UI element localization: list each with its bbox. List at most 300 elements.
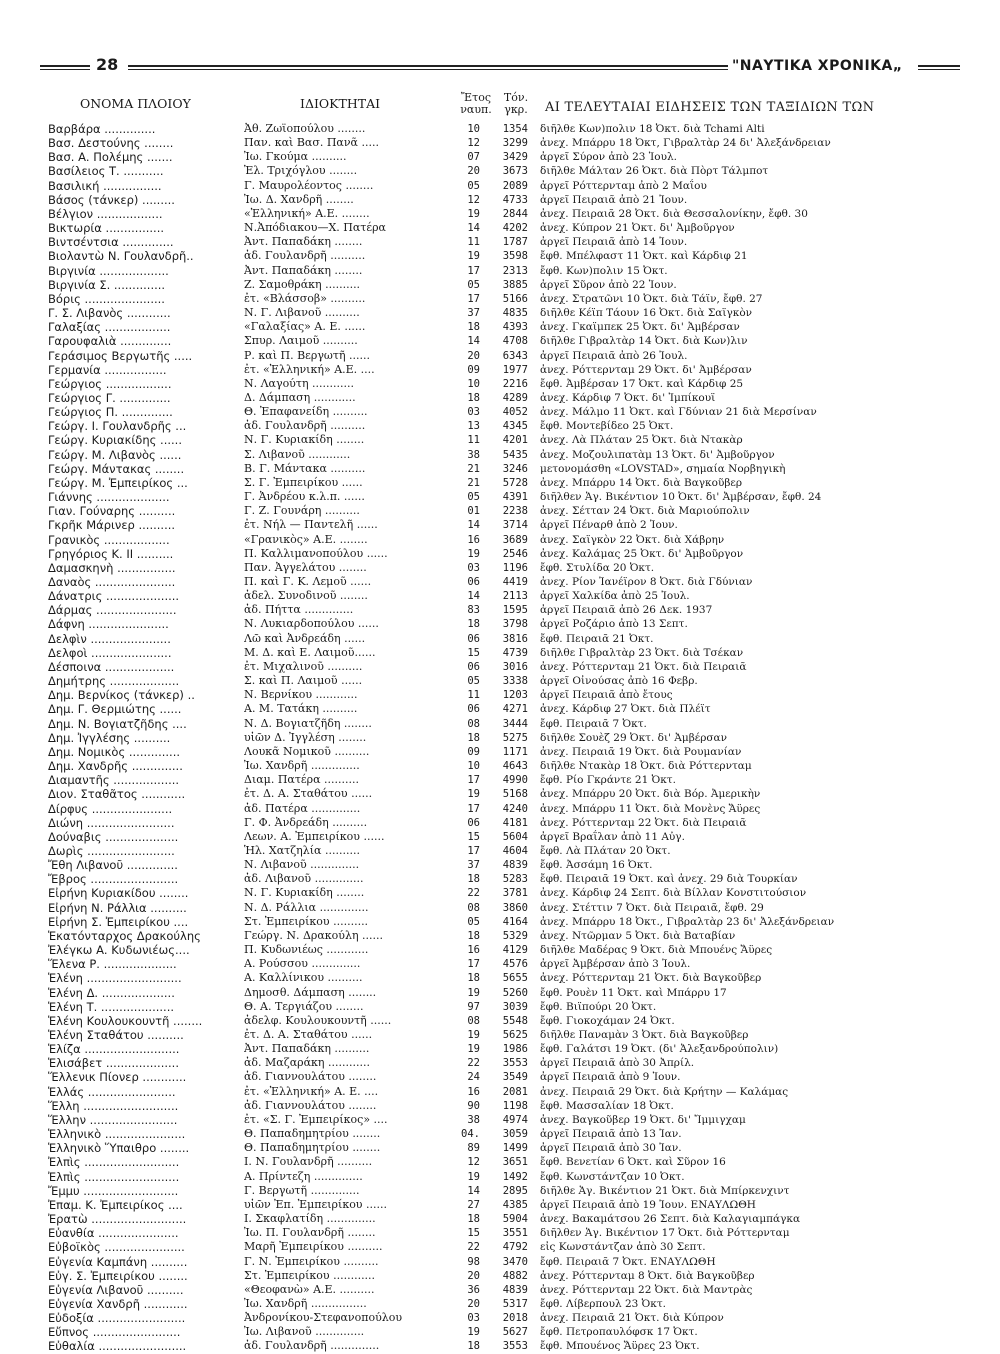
ship-tonnage: 4202 [502, 222, 528, 235]
ship-news: ἀργεῖ Πειραιᾶ ἀπὸ 19 Ἰουν. ΕΝΑΥΛΩΘΗ [540, 1198, 756, 1211]
ship-name: Γιάννης .................... [48, 490, 170, 505]
ship-year: 16 [467, 944, 480, 957]
ship-year: 19 [467, 1326, 480, 1339]
column-header-tons-line2: γκρ. [504, 103, 528, 116]
ship-news: ἔφθ. Γαλάτσι 19 Ὀκτ. (δι' Ἀλεξανδρούπολιν) [540, 1043, 779, 1056]
ship-owner: «Ἑλληνική» Α.Ε. ........ [244, 206, 370, 220]
ship-owner: ἀδ. Γιαννουλάτου ........ [244, 1098, 377, 1112]
ship-name: Εἰρήνη Ν. Ράλλια .......... [48, 900, 187, 915]
ship-tonnage: 5283 [502, 873, 528, 886]
ship-news: ἀργεῖ Οἰνούσας ἀπὸ 16 Φεβρ. [540, 675, 698, 688]
ship-name: Ἑλένη Σταθάτου .......... [48, 1028, 184, 1042]
ship-tonnage: 4164 [502, 915, 528, 928]
ship-owner: Γ. Ζ. Γουνάρη .......... [244, 504, 360, 518]
ship-year: 20 [467, 1297, 480, 1310]
ship-year: 08 [467, 717, 480, 730]
ship-news: ἀργεῖ Σῦρον ἀπὸ 22 Ἰουν. [540, 278, 677, 291]
ship-tonnage: 3299 [502, 137, 528, 150]
ship-owner: Α. Μ. Τατάκη .......... [244, 702, 358, 716]
ship-name: Ἑλένη .......................... [48, 971, 182, 986]
page-number: 28 [96, 55, 119, 74]
table-row [48, 533, 968, 547]
ship-owner: Π. Καλλιμανοπούλου ...... [244, 546, 388, 560]
ship-name: Ἑλένη Δ. .................... [48, 985, 175, 1000]
ship-news: ἀνεχ. Ρόττερνταμ 21 Ὀκτ. διὰ Βαγκοῦβερ [540, 972, 762, 985]
ship-owner: Δημοσθ. Δάμπαση ........ [244, 985, 377, 999]
ship-name: Βιντσέντσια .............. [48, 235, 174, 250]
ship-name: Βασιλική ................ [48, 178, 162, 193]
table-row [48, 1070, 968, 1084]
ship-tonnage: 4739 [502, 646, 528, 659]
ship-year: 11 [467, 236, 480, 249]
table-row [48, 547, 968, 561]
ship-news: ἀνεχ. Βακαμάτσου 26 Σεπτ. διὰ Καλαγιαμπάγκα [540, 1213, 801, 1226]
table-row [48, 617, 968, 631]
ship-year: 19 [467, 547, 480, 560]
ship-owner: ἐτ. «Βλάσσοβ» .......... [244, 291, 366, 305]
table-row [48, 731, 968, 745]
ship-owner: Θ. Παπαδημητρίου ........ [244, 1127, 381, 1141]
ship-news: ἀνεχ. Καλάμας 25 Ὀκτ. δι' Ἀμβοῦργον [540, 547, 744, 560]
ship-tonnage: 4604 [502, 844, 528, 857]
table-row [48, 164, 968, 178]
ship-tonnage: 3059 [502, 1128, 528, 1141]
ship-owner: Σ. Λιβανοῦ ............ [244, 447, 351, 461]
ship-news: ἀνεχ. Ρόττερνταμ 21 Ὀκτ. διὰ Πειραιᾶ [540, 660, 747, 673]
ship-name: Ἕλλη .......................... [48, 1098, 179, 1113]
ship-year: 09 [467, 745, 480, 758]
table-row [48, 1014, 968, 1028]
ship-name: Γεράσιμος Βεργωτῆς ..... [48, 348, 193, 363]
ship-owner: Μαρῆ Ἐμπειρίκου .......... [244, 1240, 383, 1254]
ship-year: 17 [467, 264, 480, 277]
ship-tonnage: 2081 [502, 1085, 528, 1098]
ship-owner: Ν. Γ. Κυριακίδη ........ [244, 886, 365, 900]
ship-tonnage: 4835 [502, 307, 528, 320]
ship-owner: Ζ. Σαμοθράκη .......... [244, 277, 361, 291]
ship-name: Ἑλληνικὸ Ὕπαιθρο ........ [48, 1141, 190, 1156]
ship-name: Βιργινία Σ. .............. [48, 277, 166, 292]
table-row [48, 787, 968, 801]
ship-year: 14 [467, 222, 480, 235]
ship-news: ἀνεχ. Ρίον Ἰανέϊρον 8 Ὀκτ. διὰ Γδύνιαν [540, 576, 753, 588]
ship-tonnage: 3714 [502, 519, 528, 532]
table-row [48, 844, 968, 858]
ship-owner: Γ. Ἀνδρέου κ.λ.π. ...... [244, 490, 365, 504]
ship-owner: Ν. Δ. Βογιατζῆδη ........ [244, 716, 372, 730]
ship-owner: Ν. Λαγούτη ............ [244, 376, 355, 390]
ship-owner: Θ. Παπαδημητρίου ........ [244, 1141, 381, 1155]
ship-name: Ἑκατόνταρχος Δρακούλης [48, 928, 201, 943]
ship-owner: Ἡλ. Χατζηλία .......... [244, 843, 360, 857]
ship-tonnage: 5728 [502, 476, 528, 489]
ship-tonnage: 1595 [502, 604, 528, 617]
ship-year: 18 [467, 618, 480, 631]
ship-news: ἀνεχ. Ρόττερνταμ 8 Ὀκτ. διὰ Βαγκοῦβερ [540, 1269, 755, 1282]
ship-owner: Στ. Ἐμπειρίκου .......... [244, 914, 369, 928]
ship-news: ἀνεχ. Μπάρρυ 11 Ὀκτ. διὰ Μονὲνς Ἄϋρες [540, 802, 761, 815]
ship-tonnage: 3598 [502, 250, 528, 263]
ship-news: ἀργεῖ Πειραιᾶ ἀπὸ 26 Ἰουλ. [540, 349, 688, 362]
table-row [48, 632, 968, 646]
table-row [48, 561, 968, 575]
ship-owner: ἀδ. Πατέρα .............. [244, 801, 361, 815]
ship-news: ἀνεχ. Μοζουλιπατὰμ 13 Ὀκτ. δι' Ἀμβοῦργον [540, 448, 775, 461]
ship-owner: Π. καὶ Γ. Κ. Λεμοῦ ...... [244, 575, 372, 588]
ship-year: 19 [467, 207, 480, 220]
ship-news: διῆλθε Κων)πολιν 18 Ὀκτ. διὰ Tchami Alti [540, 123, 765, 135]
ship-owner: Ι. Ν. Γουλανδρῆ .......... [244, 1155, 373, 1169]
ship-name: Βιργινία ................... [48, 263, 169, 278]
ship-name: Εὐθαλία ........................ [48, 1339, 187, 1354]
ship-year: 17 [467, 844, 480, 857]
ship-year: 14 [467, 335, 480, 348]
ship-year: 12 [467, 1156, 480, 1169]
ship-news: ἔφθ. Πετροπαυλόφσκ 17 Ὀκτ. [540, 1326, 698, 1339]
table-row [48, 901, 968, 915]
ship-name: Βόρις ...................... [48, 291, 165, 306]
ship-tonnage: 4385 [502, 1198, 528, 1211]
ship-year: 18 [467, 391, 480, 404]
table-row [48, 264, 968, 278]
ship-year: 83 [467, 604, 480, 617]
ship-name: Δωρὶς ........................ [48, 843, 175, 858]
ship-name: Βάσος (τάνκερ) ......... [48, 192, 175, 207]
ship-year: 21 [467, 462, 480, 475]
ship-tonnage: 3444 [502, 717, 528, 730]
ship-name: Ἑλληνικὸ ...................... [48, 1127, 186, 1142]
ship-year: 07 [467, 151, 480, 164]
ship-tonnage: 4839 [502, 1283, 528, 1296]
ship-year: 18 [467, 1213, 480, 1226]
ship-year: 18 [467, 321, 480, 334]
ship-year: 19 [467, 788, 480, 801]
ship-year: 11 [467, 434, 480, 447]
ship-tonnage: 3553 [502, 1057, 528, 1070]
table-row [48, 363, 968, 377]
header-rule-middle [128, 65, 728, 70]
ship-tonnage: 5317 [502, 1297, 528, 1310]
ship-name: Γ. Σ. Λιβανὸς ............ [48, 306, 171, 321]
ship-tonnage: 3798 [502, 618, 528, 631]
table-row [48, 1283, 968, 1297]
ship-name: Ἐλπὶς .......................... [48, 1169, 180, 1184]
ship-name: Δημ. Νομικὸς .............. [48, 744, 181, 759]
ship-name: Δαναὸς ...................... [48, 575, 176, 589]
ship-news: ἀνεχ. Κάρδιφ 7 Ὀκτ. δι' Ἰμπίκουϊ [540, 391, 716, 404]
ship-tonnage: 2216 [502, 377, 528, 390]
ship-news: εἰς Κωνστάντζαν ἀπὸ 30 Σεπτ. [540, 1241, 706, 1254]
ship-name: Βέλγιον .................. [48, 206, 163, 221]
ship-owner: Παν. Ἀγγελάτου ........ [244, 560, 367, 574]
ship-tonnage: 3549 [502, 1071, 528, 1084]
table-row [48, 476, 968, 490]
ship-year: 15 [467, 1227, 480, 1240]
table-row [48, 391, 968, 405]
table-row [48, 1099, 968, 1113]
ship-owner: Α. Καλλίνικου .......... [244, 971, 363, 985]
ship-tonnage: 4181 [502, 816, 528, 829]
ship-year: 38 [467, 448, 480, 461]
ship-owner: Ἰω. Λιβανοῦ .............. [244, 1325, 365, 1339]
ship-name: Δημήτρης ................... [48, 674, 180, 689]
ship-news: ἀνεχ. Πειραιᾶ 19 Ὀκτ. διὰ Ρουμανίαν [540, 745, 742, 758]
table-row [48, 1212, 968, 1226]
ship-owner: «Γρανικὸς» Α.Ε. ........ [244, 532, 368, 546]
table-row [48, 1269, 968, 1283]
ship-owner: Ἰω. Δ. Χανδρῆ ........ [244, 192, 354, 206]
ship-year: 20 [467, 1269, 480, 1282]
ship-owner: Ν. Λυκιαρδοπούλου ...... [244, 617, 379, 631]
ship-year: 08 [467, 901, 480, 914]
table-row [48, 1042, 968, 1056]
table-row [48, 278, 968, 292]
ship-owner: Ἀντ. Παπαδάκη ........ [244, 263, 363, 277]
ship-news: ἀνεχ. Μπάρρυ 18 Ὀκτ., Γιβραλτὰρ 23 δι' Ἀλεξάνδρειαν [540, 915, 835, 928]
ship-name: Ἐπαμ. Κ. Ἐμπειρίκος .... [48, 1197, 183, 1212]
ship-owner: ἀδ. Γουλανδρῆ .............. [244, 1339, 380, 1353]
ship-name: Εἰρήνη Κυριακίδου ........ [48, 886, 189, 901]
ship-tonnage: 3651 [502, 1156, 528, 1169]
ship-name: Εὐγενία Καμπάνη .......... [48, 1254, 188, 1269]
ship-owner: Α. Ρούσσου .............. [244, 957, 361, 971]
ship-owner: Διαμ. Πατέρα .......... [244, 773, 359, 787]
ship-tonnage: 4129 [502, 944, 528, 957]
ship-tonnage: 4391 [502, 491, 528, 504]
ship-owner: ἀδελφ. Κουλουκουντῆ ...... [244, 1013, 392, 1027]
ship-year: 03 [467, 1312, 480, 1325]
ship-owner: Α. Πρίντεζη .............. [244, 1169, 363, 1183]
column-header-news: ΑΙ ΤΕΛΕΥΤΑΙΑΙ ΕΙΔΗΣΕΙΣ ΤΩΝ ΤΑΞΙΔΙΩΝ ΤΩΝ [545, 100, 875, 115]
ship-year: 22 [467, 1241, 480, 1254]
ship-owner: Σ. Γ. Ἐμπειρίκου ...... [244, 475, 363, 489]
ship-name: Δημ. Χανδρῆς .............. [48, 759, 183, 774]
ship-year: 06 [467, 632, 480, 645]
table-row [48, 518, 968, 532]
ship-news: ἀνεχ. Ρόττερνταμ 22 Ὀκτ. διὰ Μαντρὰς [540, 1283, 753, 1296]
ship-name: Γιαν. Γούναρης .......... [48, 504, 176, 519]
ship-year: 37 [467, 859, 480, 872]
ship-owner: Ν.Ἀπόδιακου—Χ. Πατέρα [244, 221, 386, 235]
magazine-title: "ΝΑΥΤΙΚΑ ΧΡΟΝΙΚΑ„ [732, 58, 903, 74]
ship-name: Ἑλένη Κουλουκουντῆ ........ [48, 1013, 203, 1028]
ship-year: 19 [467, 250, 480, 263]
ship-tonnage: 5329 [502, 929, 528, 942]
ship-tonnage: 1354 [502, 123, 528, 135]
ship-year: 14 [467, 590, 480, 603]
ship-year: 12 [467, 193, 480, 206]
ship-owner: ἀδ. Γουλανδρῆ .......... [244, 419, 366, 433]
table-row [48, 858, 968, 872]
ship-tonnage: 3689 [502, 533, 528, 546]
table-row [48, 745, 968, 759]
ship-news: ἀργεῖ Χαλκίδα ἀπὸ 25 Ἰουλ. [540, 590, 690, 603]
table-row [48, 971, 968, 985]
table-row [48, 589, 968, 603]
ship-tonnage: 5168 [502, 788, 528, 801]
ship-year: 01 [467, 505, 480, 518]
ship-tonnage: 2018 [502, 1312, 528, 1325]
ship-name: Γεώργ. Ι. Γουλανδρῆς ... [48, 419, 187, 434]
ship-name: Δημ. Ἰγγλέσης .......... [48, 730, 171, 745]
table-row [48, 1113, 968, 1127]
ship-year: 17 [467, 958, 480, 971]
ship-name: Ἑλισάβετ .................... [48, 1056, 179, 1071]
ship-year: 06 [467, 576, 480, 588]
ship-news: ἔφθ. Ἀμβέρσαν 17 Ὀκτ. καὶ Κάρδιφ 25 [540, 377, 744, 390]
ship-tonnage: 5548 [502, 1014, 528, 1027]
table-row [48, 929, 968, 943]
ship-tonnage: 4052 [502, 406, 528, 419]
ship-news: ἔφθ. Μοντεβίδεο 25 Ὀκτ. [540, 420, 674, 433]
ship-tonnage: 2089 [502, 179, 528, 192]
ship-tonnage: 4708 [502, 335, 528, 348]
table-row [48, 292, 968, 306]
ship-year: 05 [467, 491, 480, 504]
ship-tonnage: 1171 [502, 745, 528, 758]
ship-name: Δάφνη ...................... [48, 617, 169, 632]
ship-name: Εὐγενία Λιβανοῦ .......... [48, 1282, 184, 1297]
ship-news: ἀνεχ. Κύπρον 21 Ὀκτ. δι' Ἀμβοῦργον [540, 222, 735, 235]
ship-name: Εὐβοϊκὸς ...................... [48, 1240, 185, 1255]
ship-name: Γαρουφαλιὰ .............. [48, 334, 172, 349]
ship-news: ἀνεχ. Ρόττερνταμ 29 Ὀκτ. δι' Ἀμβέρσαν [540, 363, 752, 376]
ship-name: Δάρμας ...................... [48, 603, 177, 618]
table-row [48, 1325, 968, 1339]
ship-owner: ἐτ. «Ἑλληνική» Α.Ε. .... [244, 362, 375, 376]
table-row [48, 717, 968, 731]
ship-year: 18 [467, 929, 480, 942]
ship-owner: Σπυρ. Λαιμοῦ .......... [244, 334, 358, 348]
ship-owner: ἐτ. «Σ. Γ. Ἐμπειρίκος» .... [244, 1112, 388, 1126]
ship-year: 38 [467, 1113, 480, 1126]
ship-name: Γκρῆκ Μάρινερ .......... [48, 518, 176, 533]
ship-name: Δέσποινα ................... [48, 659, 175, 674]
ship-name: Εὐγ. Σ. Ἐμπειρίκου ........ [48, 1268, 188, 1283]
table-row [48, 1297, 968, 1311]
ship-name: Βαρβάρα .............. [48, 122, 156, 136]
table-row [48, 816, 968, 830]
table-row [48, 433, 968, 447]
ship-name: Δαμασκηνὴ ................ [48, 560, 176, 575]
ship-owner: ἀδ. Γουλανδρῆ .......... [244, 249, 366, 263]
ship-news: ἀνεχ. Στέττιν 7 Ὀκτ. διὰ Πειραιᾶ, ἔφθ. 29 [540, 901, 764, 914]
table-row [48, 405, 968, 419]
ship-name: Εὐανθία ...................... [48, 1226, 179, 1241]
ship-year: 98 [467, 1255, 480, 1268]
ship-news: ἀνεχ. Σαϊγκὸν 22 Ὀκτ. διὰ Χάβρην [540, 533, 725, 546]
ship-name: Βασ. Δεστούνης ........ [48, 136, 174, 151]
ship-news: ἀργεῖ Πέναρθ ἀπὸ 2 Ἰουν. [540, 519, 678, 532]
table-row [48, 179, 968, 193]
ship-name: Γεώργιος Γ. .............. [48, 390, 171, 405]
ship-tonnage: 6343 [502, 349, 528, 362]
ship-tonnage: 1986 [502, 1043, 528, 1056]
ship-name: Δάνατρις .................... [48, 589, 180, 604]
ship-tonnage: 3470 [502, 1255, 528, 1268]
table-row [48, 462, 968, 476]
ship-tonnage: 5275 [502, 731, 528, 744]
ship-owner: Ν. Λιβανοῦ .............. [244, 858, 360, 872]
ship-owner: ἐτ. «Ἑλληνική» Α. Ε. .... [244, 1084, 379, 1098]
ship-news: ἔφθ. Πειραιᾶ 19 Ὀκτ. καὶ ἀνεχ. 29 διὰ Τουρκίαν [540, 873, 798, 886]
ship-tonnage: 4345 [502, 420, 528, 433]
column-header-tons [496, 92, 536, 116]
ship-news: ἀργεῖ Πειραιᾶ ἀπὸ ἔτους [540, 689, 673, 702]
ship-owner: Παν. καὶ Βασ. Πανᾶ ..... [244, 136, 379, 150]
ship-owner: ἐτ. Δ. Α. Σταθάτου ...... [244, 1028, 373, 1041]
ship-owner: Ι. Σκαφλατίδη .............. [244, 1212, 376, 1226]
ship-owner: Ἐλ. Τριχόγλου ........ [244, 164, 358, 178]
ship-name: Εὐγενία Χανδρῆ ............ [48, 1296, 188, 1311]
ship-year: 11 [467, 689, 480, 702]
ship-tonnage: 3016 [502, 660, 528, 673]
table-row [48, 1339, 968, 1353]
ship-owner: Ν. Δ. Ράλλια .............. [244, 900, 369, 914]
ship-owner: ἀδελ. Συνοδινοῦ ........ [244, 589, 368, 603]
ship-tonnage: 3885 [502, 278, 528, 291]
ship-year: 24 [467, 1071, 480, 1084]
ship-name: Δελφοὶ ...................... [48, 645, 172, 660]
table-row [48, 249, 968, 263]
ship-tonnage: 3551 [502, 1227, 528, 1240]
ship-year: 19 [467, 1029, 480, 1041]
ship-year: 90 [467, 1099, 480, 1112]
ship-name: Δελφὶν ...................... [48, 631, 171, 646]
ship-owner: Ἀνδρονίκου-Στεφανοπούλου [244, 1311, 403, 1325]
ship-name: Διον. Σταθᾶτος ............ [48, 787, 186, 802]
ship-news: ἔφθ. Στυλίδα 20 Ὀκτ. [540, 561, 655, 574]
ship-news: ἀνεχ. Μπάρρυ 14 Ὀκτ. διὰ Βαγκοῦβερ [540, 476, 743, 489]
ship-news: ἀνεχ. Ρόττερνταμ 22 Ὀκτ. διὰ Πειραιᾶ [540, 816, 747, 829]
ship-owner: ἀδ. Λιβανοῦ .............. [244, 872, 364, 886]
ship-owner: ἐτ. Νήλ — Παντελῆ ...... [244, 518, 378, 532]
ship-tonnage: 2546 [502, 547, 528, 560]
ship-tonnage: 2313 [502, 264, 528, 277]
ship-news: ἀργεῖ Ροζάριο ἀπὸ 13 Σεπτ. [540, 618, 688, 631]
ship-year: 18 [467, 972, 480, 985]
ship-tonnage: 4289 [502, 391, 528, 404]
ship-news: ἀνεχ. Πειραιᾶ 29 Ὀκτ. διὰ Κρήτην — Καλάμας [540, 1085, 789, 1098]
ship-year: 06 [467, 660, 480, 673]
ship-tonnage: 4792 [502, 1241, 528, 1254]
ship-name: Γρηγόριος Κ. ΙΙ .......... [48, 546, 174, 561]
ship-year: 16 [467, 533, 480, 546]
ship-year: 36 [467, 1283, 480, 1296]
ship-owner: Θ. Ἐπαφανείδη .......... [244, 405, 368, 419]
table-row [48, 320, 968, 334]
ship-year: 15 [467, 646, 480, 659]
ship-news: ἔφθ. Πειραιᾶ 21 Ὀκτ. [540, 632, 654, 645]
ship-name: Ἔβρος ........................ [48, 872, 179, 887]
ship-year: 08 [467, 1014, 480, 1027]
ship-year: 19 [467, 1170, 480, 1183]
ship-owner: Ἰω. Χανδρῆ .............. [244, 759, 360, 773]
ship-news: ἀργεῖ Σύρον ἀπὸ 23 Ἰουλ. [540, 151, 677, 164]
table-row [48, 1184, 968, 1198]
ship-tonnage: 4839 [502, 859, 528, 872]
table-row [48, 646, 968, 660]
ship-owner: «Γαλαξίας» Α. Ε. ...... [244, 320, 366, 334]
ship-year: 20 [467, 349, 480, 362]
table-row [48, 235, 968, 249]
ship-news: ἀνεχ. Μπάρρυ 20 Ὀκτ. διὰ Βόρ. Ἀμερικὴν [540, 788, 761, 801]
ship-owner: Ν. Γ. Λιβανοῦ .......... [244, 306, 360, 320]
table-row [48, 702, 968, 716]
ship-tonnage: 5625 [502, 1029, 528, 1041]
ship-tonnage: 4643 [502, 760, 528, 773]
table-row [48, 957, 968, 971]
